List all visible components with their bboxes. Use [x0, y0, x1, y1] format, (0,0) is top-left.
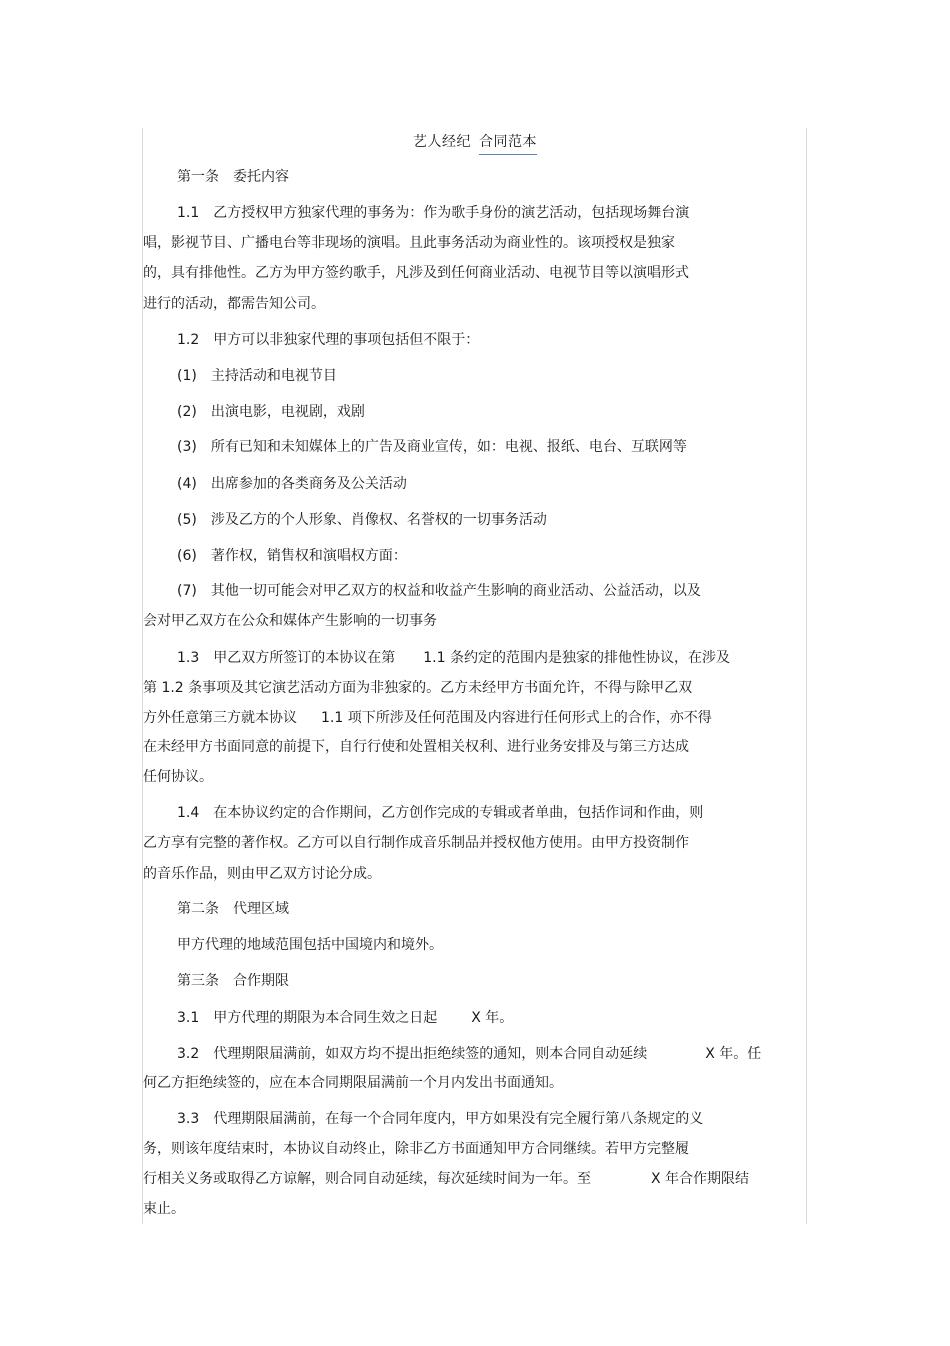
clause-1-3-line-3 — [143, 709, 712, 727]
clause-1-3-line-2: 第 1.2 条事项及其它演艺活动方面为非独家的。乙方未经甲方书面允许，不得与除甲乙双 — [143, 680, 693, 696]
list-item-3: (3) 所有已知和未知媒体上的广告及商业宣传，如：电视、报纸、电台、互联网等 — [177, 439, 687, 455]
title-part-1: 艺人经纪 — [413, 134, 471, 150]
document-title — [0, 131, 950, 155]
clause-1-3-line-5: 任何协议。 — [143, 769, 213, 785]
article-3-heading: 第三条 合作期限 — [177, 973, 289, 989]
clause-1-1-line-1: 1.1 乙方授权甲方独家代理的事务为：作为歌手身份的演艺活动，包括现场舞台演 — [177, 205, 690, 221]
list-item-1: (1) 主持活动和电视节目 — [177, 368, 337, 384]
clause-1-4-line-2: 乙方享有完整的著作权。乙方可以自行制作成音乐制品并授权他方使用。由甲方投资制作 — [143, 835, 689, 851]
clause-3-3-line-1: 3.3 代理期限届满前，在每一个合同年度内，甲方如果没有完全履行第八条规定的义 — [177, 1111, 704, 1127]
clause-1-2: 1.2 甲方可以非独家代理的事项包括但不限于： — [177, 332, 480, 348]
article-1-heading: 第一条 委托内容 — [177, 169, 289, 185]
clause-3-2-line-2: 何乙方拒绝续签的，应在本合同期限届满前一个月内发出书面通知。 — [143, 1075, 563, 1091]
clause-1-1-line-4: 进行的活动，都需告知公司。 — [143, 296, 325, 312]
title-part-2: 合同范本 — [479, 131, 537, 155]
clause-1-3-line-1-b: 1.1 条约定的范围内是独家的排他性协议，在涉及 — [423, 650, 730, 666]
clause-3-1 — [177, 1009, 513, 1027]
list-item-2: (2) 出演电影，电视剧，戏剧 — [177, 404, 365, 420]
clause-1-3-line-3-b: 1.1 项下所涉及任何范围及内容进行任何形式上的合作，亦不得 — [321, 710, 712, 726]
clause-3-1-b: X 年。 — [471, 1010, 514, 1026]
clause-1-4-line-3: 的音乐作品，则由甲乙双方讨论分成。 — [143, 866, 381, 882]
clause-3-3-line-3-a: 行相关义务或取得乙方谅解，则合同自动延续，每次延续时间为一年。至 — [143, 1171, 591, 1187]
left-margin-rule — [142, 128, 143, 1224]
clause-1-3-line-4: 在未经甲方书面同意的前提下，自行行使和处置相关权利、进行业务安排及与第三方达成 — [143, 739, 689, 755]
article-2-body: 甲方代理的地域范围包括中国境内和境外。 — [177, 937, 443, 953]
clause-1-3-line-1-a: 1.3 甲乙双方所签订的本协议在第 — [177, 650, 396, 666]
clause-3-3-line-3 — [143, 1170, 749, 1188]
clause-3-3-line-2: 务，则该年度结束时，本协议自动终止，除非乙方书面通知甲方合同继续。若甲方完整履 — [143, 1141, 689, 1157]
clause-3-3-line-3-b: X 年合作期限结 — [651, 1171, 750, 1187]
clause-1-1-line-3: 的，具有排他性。乙方为甲方签约歌手，凡涉及到任何商业活动、电视节目等以演唱形式 — [143, 265, 689, 281]
clause-3-2-line-1 — [177, 1045, 761, 1063]
list-item-7-line-1: (7) 其他一切可能会对甲乙双方的权益和收益产生影响的商业活动、公益活动，以及 — [177, 583, 701, 599]
clause-3-2-line-1-a: 3.2 代理期限届满前，如双方均不提出拒绝续签的通知，则本合同自动延续 — [177, 1046, 648, 1062]
list-item-4: (4) 出席参加的各类商务及公关活动 — [177, 476, 407, 492]
clause-3-1-a: 3.1 甲方代理的期限为本合同生效之日起 — [177, 1010, 438, 1026]
list-item-6: (6) 著作权，销售权和演唱权方面： — [177, 548, 407, 564]
clause-1-1-line-2: 唱，影视节目、广播电台等非现场的演唱。且此事务活动为商业性的。该项授权是独家 — [143, 235, 675, 251]
list-item-7-line-2: 会对甲乙双方在公众和媒体产生影响的一切事务 — [143, 613, 437, 629]
clause-3-2-line-1-b: X 年。任 — [705, 1046, 762, 1062]
clause-1-3-line-3-a: 方外任意第三方就本协议 — [143, 710, 297, 726]
article-2-heading: 第二条 代理区域 — [177, 901, 289, 917]
clause-1-3-line-1 — [177, 649, 730, 667]
clause-3-3-line-4: 束止。 — [143, 1201, 185, 1217]
list-item-5: (5) 涉及乙方的个人形象、肖像权、名誉权的一切事务活动 — [177, 512, 547, 528]
clause-1-4-line-1: 1.4 在本协议约定的合作期间，乙方创作完成的专辑或者单曲，包括作词和作曲，则 — [177, 805, 704, 821]
right-margin-rule — [806, 128, 807, 1224]
